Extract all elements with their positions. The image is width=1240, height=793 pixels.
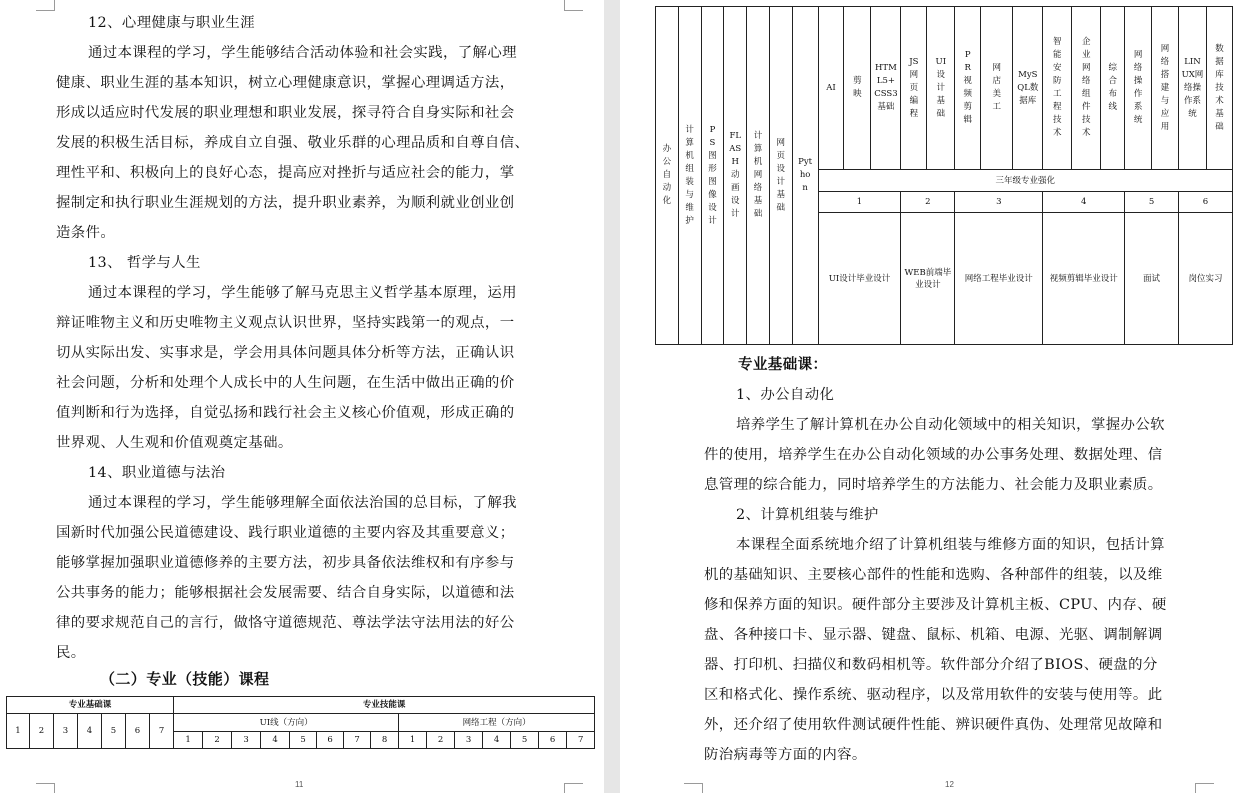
table-cell: 2 xyxy=(901,192,955,213)
table-cell: 3 xyxy=(955,192,1043,213)
table-cell: 5 xyxy=(102,714,126,749)
table-cell: 1 xyxy=(7,714,30,749)
text-line: 辩证唯物主义和历史唯物主义观点认识世界，坚持实践第一的观点，一 xyxy=(56,315,515,331)
section-body-2 xyxy=(704,530,1167,770)
course-name: 计算机网络基础 xyxy=(753,131,763,219)
curriculum-table-top xyxy=(6,696,595,749)
course-name: 网店美工 xyxy=(992,63,1001,112)
text-line: 握制定和执行职业生涯规划的方法，提升职业素养，为顺利就业创业创 xyxy=(56,195,515,211)
course-cell xyxy=(747,7,770,345)
table-cell: 3 xyxy=(455,732,483,749)
section-heading-14: 14、职业道德与法治 xyxy=(88,465,226,481)
text-line: 国新时代加强公民道德建设、践行职业道德的主要内容及其重要意义； xyxy=(56,525,515,541)
crop-mark xyxy=(1195,783,1214,793)
subsection-title: 专业基础课： xyxy=(738,357,828,373)
text-line: 造条件。 xyxy=(56,225,116,241)
text-line: 值判断和行为选择，自觉弘扬和践行社会主义核心价值观，形成正确的 xyxy=(56,405,515,421)
table-cell: 5 xyxy=(1125,192,1179,213)
table-cell: 4 xyxy=(1043,192,1125,213)
text-line: 防治病毒等方面的内容。 xyxy=(704,747,867,763)
table-cell: 4 xyxy=(261,732,290,749)
course-name: HTML5+CSS3基础 xyxy=(874,63,898,112)
text-line: 发展的积极生活目标，养成自立自强、敬业乐群的心理品质和自尊自信、 xyxy=(56,135,530,151)
text-line: 健康、职业生涯的基本知识，树立心理健康意识，掌握心理调适方法， xyxy=(56,75,515,91)
table-cell: 1 xyxy=(174,732,203,749)
course-cell xyxy=(955,7,981,170)
course-cell xyxy=(724,7,747,345)
course-name: 计算机组装与维护 xyxy=(685,124,694,226)
table-cell: 6 xyxy=(539,732,567,749)
table-cell: 7 xyxy=(150,714,174,749)
section-heading-1: 1、办公自动化 xyxy=(736,387,835,403)
course-name: 综合布线 xyxy=(1108,63,1117,112)
table-cell: 8 xyxy=(371,732,399,749)
document-page-12 xyxy=(620,0,1240,793)
table-cell: 3 xyxy=(54,714,78,749)
table-cell: 2 xyxy=(203,732,232,749)
course-cell xyxy=(1178,7,1206,170)
course-cell xyxy=(871,7,901,170)
course-name: FLASH动画设计 xyxy=(729,131,742,219)
text-line: 世界观、人生观和价值观奠定基础。 xyxy=(56,435,293,451)
page-number: 11 xyxy=(295,780,304,789)
table-subgroup-header: 网络工程（方向） xyxy=(399,714,595,732)
table-cell: 6 xyxy=(1178,192,1232,213)
course-name: Python xyxy=(798,157,813,193)
section-heading-13: 13、 哲学与人生 xyxy=(88,255,201,271)
course-cell xyxy=(1125,7,1152,170)
course-cell xyxy=(1072,7,1101,170)
table-cell: 4 xyxy=(483,732,511,749)
table-cell: 4 xyxy=(78,714,102,749)
crop-mark xyxy=(36,783,55,793)
text-line: 律的要求规范自己的言行，做恪守道德规范、尊法学法守法用法的好公 xyxy=(56,615,515,631)
course-cell xyxy=(844,7,871,170)
document-page-11 xyxy=(0,0,604,793)
table-cell: WEB前端毕业设计 xyxy=(901,213,955,345)
table-cell: 6 xyxy=(317,732,344,749)
page-number: 12 xyxy=(945,780,954,789)
course-name: 网页设计基础 xyxy=(776,137,786,213)
table-cell: 6 xyxy=(126,714,150,749)
section-body-14 xyxy=(56,488,517,668)
table-cell: 7 xyxy=(567,732,595,749)
table-group-header: 专业基础课 xyxy=(7,697,174,714)
table-cell: 面试 xyxy=(1125,213,1179,345)
page-gutter xyxy=(604,0,620,793)
course-cell xyxy=(818,7,844,170)
course-cell xyxy=(1101,7,1125,170)
section-body-12 xyxy=(56,38,529,248)
section-body-1 xyxy=(704,410,1165,500)
text-line: 民。 xyxy=(56,645,86,661)
table-group-header: 专业技能课 xyxy=(174,697,595,714)
course-name: 智能安防工程技术 xyxy=(1053,37,1062,138)
text-line: 形成以适应时代发展的职业理想和职业发展，探寻符合自身实际和社会 xyxy=(56,105,515,121)
table-cell: 视频剪辑毕业设计 xyxy=(1043,213,1125,345)
course-name: 网络操作系统 xyxy=(1133,50,1143,125)
text-line: 外，还介绍了使用软件测试硬件性能、辨识硬件真伪、处理常见故障和 xyxy=(704,717,1163,733)
course-cell xyxy=(927,7,955,170)
text-line: 切从实际出发、实事求是，学会用具体问题具体分析等方法，正确认识 xyxy=(56,345,515,361)
course-cell xyxy=(656,7,679,345)
course-cell xyxy=(1043,7,1072,170)
crop-mark xyxy=(684,783,703,793)
table-cell: 2 xyxy=(30,714,54,749)
text-line: 盘、各种接口卡、显示器、键盘、鼠标、机箱、电源、光驱、调制解调 xyxy=(704,627,1163,643)
course-cell xyxy=(792,7,818,345)
section-heading-2: 2、计算机组装与维护 xyxy=(736,507,879,523)
subsection-title: （二）专业（技能）课程 xyxy=(100,670,270,688)
course-name: 剪映 xyxy=(853,76,862,99)
text-line: 公共事务的能力；能够根据社会发展需要、结合自身实际，以道德和法 xyxy=(56,585,515,601)
course-name: PS图形图像设计 xyxy=(708,124,717,226)
text-line: 能够掌握加强职业道德修养的主要方法，初步具备依法维权和有序参与 xyxy=(56,555,515,571)
course-name: 企业网络组件技术 xyxy=(1082,37,1091,138)
course-name: 数据库技术基础 xyxy=(1215,43,1224,132)
table-cell: 7 xyxy=(344,732,371,749)
table-cell: 岗位实习 xyxy=(1178,213,1232,345)
table-subgroup-header: UI线（方向） xyxy=(174,714,399,732)
text-line: 器、打印机、扫描仪和数码相机等。软件部分介绍了BIOS、硬盘的分 xyxy=(704,657,1158,673)
table-cell: 3 xyxy=(232,732,261,749)
text-line: 通过本课程的学习，学生能够理解全面依法治国的总目标，了解我 xyxy=(88,495,517,511)
table-group-header: 三年级专业强化 xyxy=(818,170,1232,192)
text-line: 通过本课程的学习，学生能够了解马克思主义哲学基本原理，运用 xyxy=(88,285,517,301)
course-name: JS网页编程 xyxy=(909,56,919,119)
crop-mark xyxy=(36,0,55,11)
table-cell: UI设计毕业设计 xyxy=(818,213,901,345)
course-name: 网络搭建与应用 xyxy=(1160,43,1170,132)
crop-mark xyxy=(564,0,583,11)
text-line: 理性平和、积极向上的良好心态，提高应对挫折与适应社会的能力，掌 xyxy=(56,165,515,181)
course-cell xyxy=(981,7,1013,170)
section-heading-12: 12、心理健康与职业生涯 xyxy=(88,15,256,31)
crop-mark xyxy=(564,783,583,793)
text-line: 件的使用，培养学生在办公自动化领域的办公事务处理、数据处理、信 xyxy=(704,447,1163,463)
course-cell xyxy=(1152,7,1179,170)
section-body-13 xyxy=(56,278,517,458)
table-cell: 2 xyxy=(427,732,455,749)
course-name: MySQL数据库 xyxy=(1017,69,1039,106)
text-line: 社会问题，分析和处理个人成长中的人生问题，在生活中做出正确的价 xyxy=(56,375,515,391)
text-line: 机的基础知识、主要核心部件的性能和选购、各种部件的组装，以及维 xyxy=(704,567,1163,583)
table-cell: 1 xyxy=(399,732,427,749)
table-cell: 5 xyxy=(511,732,539,749)
table-cell: 5 xyxy=(290,732,317,749)
course-name: LINUX网络操作系统 xyxy=(1181,56,1204,119)
course-cell xyxy=(1206,7,1232,170)
course-name: 办公自动化 xyxy=(662,144,672,206)
text-line: 修和保养方面的知识。硬件部分主要涉及计算机主板、CPU、内存、硬 xyxy=(704,597,1167,613)
text-line: 通过本课程的学习，学生能够结合活动体验和社会实践，了解心理 xyxy=(88,45,517,61)
text-line: 区和格式化、操作系统、驱动程序，以及常用软件的安装与使用等。此 xyxy=(704,687,1163,703)
course-cell xyxy=(901,7,927,170)
course-cell xyxy=(678,7,701,345)
course-name: PR视频剪辑 xyxy=(963,50,972,125)
course-name: AI xyxy=(826,82,836,93)
course-name: UI设计基础 xyxy=(935,56,947,119)
text-line: 培养学生了解计算机在办公自动化领域中的相关知识，掌握办公软 xyxy=(736,417,1165,433)
table-cell: 1 xyxy=(818,192,901,213)
text-line: 息管理的综合能力，同时培养学生的方法能力、社会能力及职业素质。 xyxy=(704,477,1163,493)
table-cell: 网络工程毕业设计 xyxy=(955,213,1043,345)
course-cell xyxy=(769,7,792,345)
course-cell xyxy=(1013,7,1043,170)
course-cell xyxy=(701,7,724,345)
text-line: 本课程全面系统地介绍了计算机组装与维修方面的知识，包括计算 xyxy=(736,537,1165,553)
curriculum-table-main xyxy=(655,6,1233,345)
